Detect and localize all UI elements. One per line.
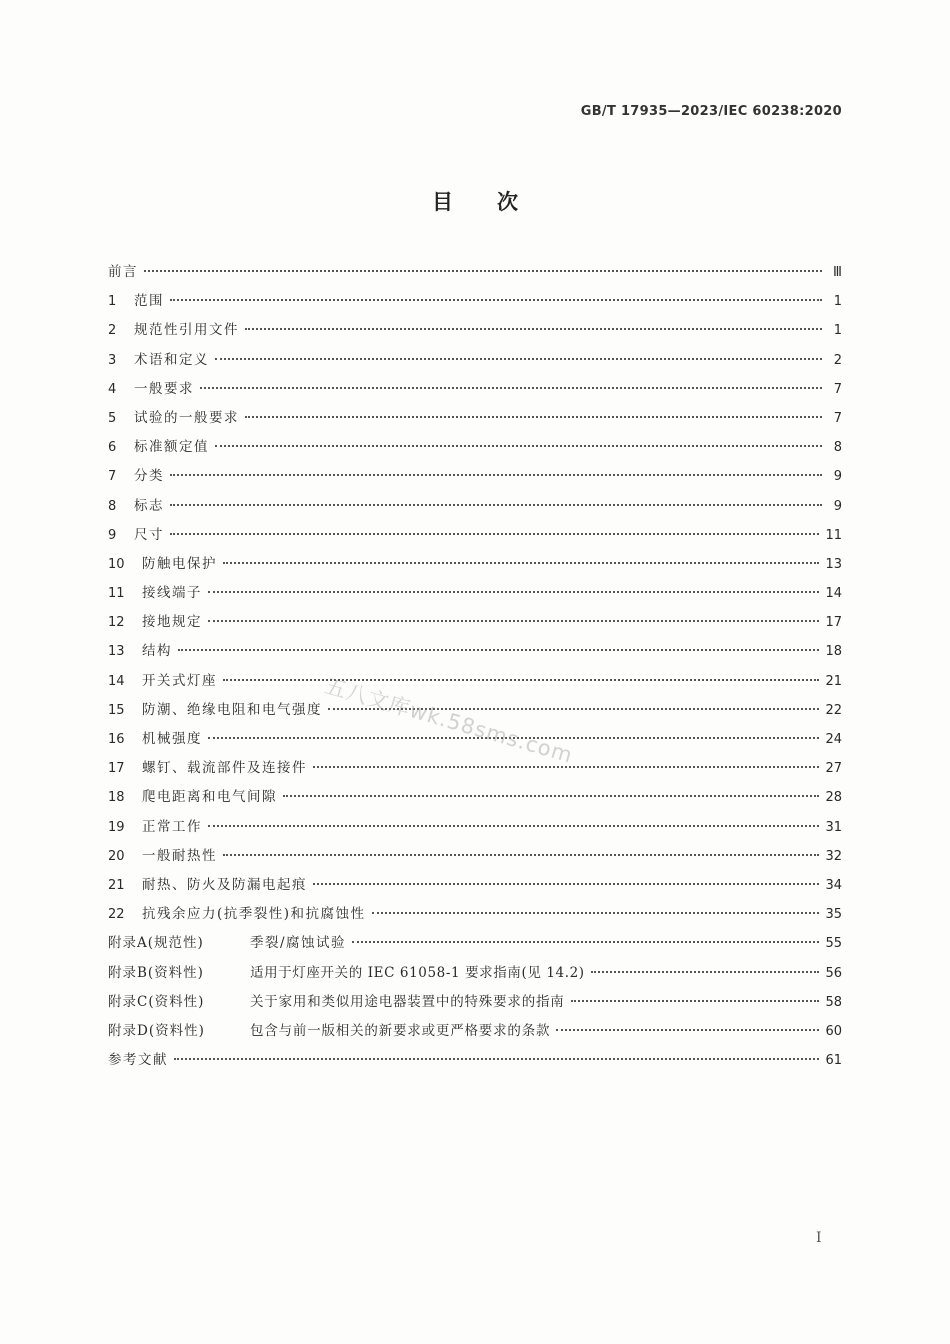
toc-leader-dots [245, 328, 822, 330]
toc-entry-22[interactable] [108, 902, 842, 931]
toc-entry-number: 4 [108, 381, 117, 397]
toc-entry-label: 分类 [134, 468, 164, 485]
toc-entry-number: 11 [108, 586, 125, 602]
toc-entry-page: 32 [825, 848, 842, 864]
toc-entry-bibliography[interactable] [108, 1048, 842, 1077]
toc-entry-number: 8 [108, 498, 117, 514]
toc-leader-dots [208, 825, 819, 827]
toc-entry-number: 10 [108, 556, 125, 572]
toc-entry-page: 56 [825, 965, 842, 981]
toc-entry-number: 16 [108, 732, 125, 747]
toc-entry-number: 13 [108, 644, 125, 660]
toc-entry-label: 标志 [134, 497, 164, 514]
toc-leader-dots [223, 854, 819, 856]
toc-leader-dots [174, 1058, 819, 1060]
toc-entry-page: 7 [833, 410, 842, 426]
toc-entry-label: 耐热、防火及防漏电起痕 [142, 876, 307, 893]
toc-entry-number: 1 [108, 294, 117, 310]
toc-entry-label: 开关式灯座 [142, 672, 217, 689]
toc-entry-20[interactable] [108, 844, 842, 873]
toc-entry-5[interactable] [108, 406, 842, 435]
toc-leader-dots [208, 591, 819, 593]
toc-leader-dots [178, 649, 819, 651]
toc-entry-page: Ⅲ [833, 265, 842, 280]
toc-entry-page: 1 [833, 323, 842, 339]
table-of-contents [108, 260, 842, 1077]
toc-entry-label: 试验的一般要求 [134, 409, 239, 426]
toc-entry-9[interactable] [108, 523, 842, 552]
toc-entry-label: 正常工作 [142, 818, 202, 835]
toc-entry-label: 标准额定值 [134, 439, 209, 456]
toc-entry-label: 接线端子 [142, 585, 202, 602]
standard-code-header: GB/T 17935—2023/IEC 60238:2020 [580, 104, 842, 119]
toc-title: 目次 [432, 190, 562, 214]
toc-entry-number: 7 [108, 469, 117, 485]
toc-entry-page: 13 [825, 556, 842, 572]
toc-leader-dots [170, 299, 822, 301]
toc-entry-number: 15 [108, 702, 125, 718]
toc-entry-11[interactable] [108, 581, 842, 610]
toc-leader-dots [283, 795, 819, 797]
toc-entry-16[interactable] [108, 727, 842, 756]
toc-entry-7[interactable] [108, 464, 842, 493]
toc-entry-page: 18 [825, 644, 842, 660]
watermark-text: 五八文库wk.58sms.com [322, 673, 576, 768]
toc-entry-label: 结构 [142, 643, 172, 660]
toc-entry-8[interactable] [108, 494, 842, 523]
toc-leader-dots [328, 708, 819, 710]
toc-entry-6[interactable] [108, 435, 842, 464]
toc-entry-label: 机械强度 [142, 731, 202, 747]
toc-entry-number: 12 [108, 615, 125, 631]
toc-leader-dots [556, 1029, 819, 1031]
toc-leader-dots [571, 1000, 820, 1002]
toc-leader-dots [591, 971, 820, 973]
toc-entry-2[interactable] [108, 318, 842, 347]
toc-entry-10[interactable] [108, 552, 842, 581]
toc-entry-page: 9 [833, 469, 842, 485]
toc-entry-21[interactable] [108, 873, 842, 902]
toc-leader-dots [352, 941, 819, 943]
annex-designation: 附录C(资料性) [108, 993, 205, 1010]
toc-entry-number: 17 [108, 761, 125, 777]
toc-entry-number: 18 [108, 790, 125, 806]
toc-entry-13[interactable] [108, 639, 842, 668]
toc-leader-dots [208, 737, 819, 739]
toc-entry-label: 一般耐热性 [142, 847, 217, 864]
toc-entry-annex-d[interactable] [108, 1019, 842, 1048]
annex-designation: 附录D(资料性) [108, 1022, 205, 1039]
toc-entry-page: 60 [825, 1023, 842, 1039]
toc-entry-page: 11 [825, 527, 842, 543]
toc-entry-label: 防触电保护 [142, 555, 217, 572]
toc-entry-3[interactable] [108, 348, 842, 377]
toc-leader-dots [170, 474, 822, 476]
toc-entry-label: 参考文献 [108, 1052, 168, 1069]
toc-entry-label: 规范性引用文件 [134, 322, 239, 339]
toc-entry-label: 抗残余应力(抗季裂性)和抗腐蚀性 [142, 906, 366, 923]
toc-entry-number: 6 [108, 440, 117, 456]
toc-entry-number: 5 [108, 410, 117, 426]
toc-entry-page: 21 [825, 673, 842, 689]
toc-leader-dots [215, 445, 822, 447]
toc-entry-page: 9 [833, 498, 842, 514]
toc-leader-dots [223, 562, 819, 564]
toc-entry-number: 22 [108, 907, 125, 923]
toc-leader-dots [313, 766, 819, 768]
toc-entry-number: 3 [108, 352, 117, 368]
toc-entry-17[interactable] [108, 756, 842, 785]
toc-entry-page: 55 [825, 936, 842, 952]
toc-entry-label: 季裂/腐蚀试验 [250, 935, 347, 952]
toc-leader-dots [223, 679, 819, 681]
toc-leader-dots [200, 387, 822, 389]
toc-entry-page: 28 [825, 790, 842, 806]
toc-entry-page: 34 [825, 877, 842, 893]
toc-entry-12[interactable] [108, 610, 842, 639]
toc-leader-dots [313, 883, 819, 885]
toc-entry-annex-b[interactable] [108, 961, 842, 990]
toc-entry-foreword[interactable] [108, 260, 842, 289]
toc-leader-dots [208, 620, 819, 622]
toc-entry-page: 58 [825, 994, 842, 1010]
toc-entry-4[interactable] [108, 377, 842, 406]
annex-designation: 附录B(资料性) [108, 964, 204, 981]
toc-entry-label: 适用于灯座开关的 IEC 61058-1 要求指南(见 14.2) [250, 964, 585, 981]
toc-entry-page: 7 [833, 381, 842, 397]
toc-entry-15[interactable] [108, 698, 842, 727]
toc-entry-label: 关于家用和类似用途电器装置中的特殊要求的指南 [250, 993, 565, 1010]
toc-entry-label: 前言 [108, 264, 138, 280]
toc-entry-page: 14 [825, 586, 842, 602]
page-number: I [816, 1230, 822, 1246]
toc-entry-number: 19 [108, 819, 125, 835]
toc-entry-number: 21 [108, 877, 125, 893]
toc-leader-dots [170, 533, 819, 535]
toc-entry-label: 包含与前一版相关的新要求或更严格要求的条款 [250, 1022, 551, 1039]
toc-entry-page: 31 [825, 819, 842, 835]
toc-entry-label: 接地规定 [142, 614, 202, 631]
toc-entry-number: 20 [108, 848, 125, 864]
toc-leader-dots [215, 358, 822, 360]
toc-entry-1[interactable] [108, 289, 842, 318]
toc-entry-page: 1 [833, 294, 842, 310]
toc-leader-dots [170, 504, 822, 506]
toc-entry-label: 爬电距离和电气间隙 [142, 789, 277, 806]
toc-leader-dots [144, 270, 822, 272]
toc-entry-page: 27 [825, 761, 842, 777]
toc-entry-19[interactable] [108, 815, 842, 844]
toc-entry-label: 范围 [134, 293, 164, 310]
toc-entry-annex-a[interactable] [108, 931, 842, 960]
toc-entry-page: 2 [833, 352, 842, 368]
toc-entry-page: 17 [825, 615, 842, 631]
toc-leader-dots [372, 912, 820, 914]
toc-entry-page: 22 [825, 702, 842, 718]
toc-entry-number: 14 [108, 673, 125, 689]
toc-entry-label: 尺寸 [134, 526, 164, 543]
toc-entry-18[interactable] [108, 785, 842, 814]
toc-entry-page: 24 [825, 732, 842, 747]
toc-entry-label: 螺钉、载流部件及连接件 [142, 760, 307, 777]
annex-designation: 附录A(规范性) [108, 935, 204, 952]
toc-entry-label: 防潮、绝缘电阻和电气强度 [142, 701, 322, 718]
toc-entry-label: 一般要求 [134, 380, 194, 397]
toc-entry-annex-c[interactable] [108, 990, 842, 1019]
toc-entry-label: 术语和定义 [134, 351, 209, 368]
toc-entry-number: 9 [108, 527, 117, 543]
toc-entry-page: 8 [833, 440, 842, 456]
toc-leader-dots [245, 416, 822, 418]
toc-entry-page: 61 [825, 1053, 842, 1069]
toc-entry-number: 2 [108, 323, 117, 339]
toc-entry-page: 35 [825, 907, 842, 923]
toc-entry-14[interactable] [108, 669, 842, 698]
